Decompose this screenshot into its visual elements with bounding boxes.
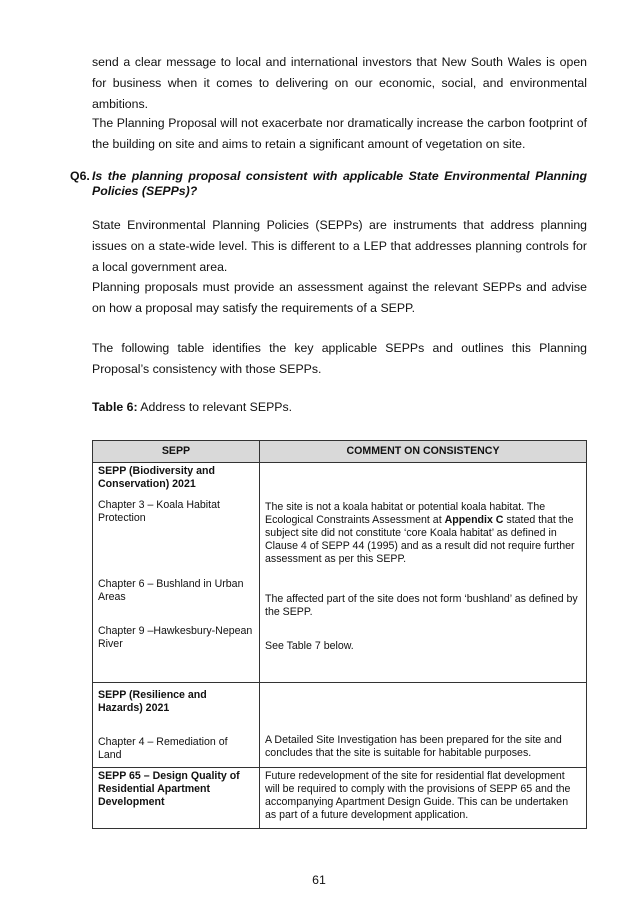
koala-comment-start: The site is not a koala habitat or potential koala habitat. The Ecological Constraints Assessment at <box>265 501 546 526</box>
table-header-row <box>93 441 587 463</box>
sepp65-title: SEPP 65 – Design Quality of Residential Apartment Development <box>98 770 240 808</box>
question-heading: Is the planning proposal consistent with applicable State Environmental Planning Policies (SEPPs)? <box>92 169 587 198</box>
remediation-comment: A Detailed Site Investigation has been prepared for the site and concludes that the site is suitable for habitable purposes. <box>265 734 562 759</box>
remediation-chapter: Chapter 4 – Remediation of Land <box>98 736 228 761</box>
resilience-sepp-cell <box>93 683 260 768</box>
koala-comment <box>260 463 586 568</box>
bushland-chapter: Chapter 6 – Bushland in Urban Areas <box>98 578 244 603</box>
table-caption <box>92 400 292 414</box>
body-paragraph-2: Planning proposals must provide an assessment against the relevant SEPPs and advise on how a proposal may satisfy the requirements of a SEPP. <box>92 280 587 315</box>
biodiversity-comment-cell <box>260 463 587 683</box>
koala-comment-end: stated that the subject site did not constitute ‘core Koala habitat’ as defined in Clause 4 of SEPP 44 (1995) and as a result did not require further assessment as per this SEPP. <box>265 514 575 565</box>
table-row <box>93 463 587 683</box>
hawkesbury-comment: See Table 7 below. <box>265 640 354 652</box>
intro-paragraph-1: send a clear message to local and international investors that New South Wales is open for business when it comes to delivering on our economic, social, and environmental ambitions. <box>92 55 587 111</box>
resilience-comment-cell <box>260 683 587 768</box>
resilience-title: SEPP (Resilience and Hazards) 2021 <box>98 689 207 714</box>
biodiversity-title: SEPP (Biodiversity and Conservation) 2021 <box>98 465 215 490</box>
koala-chapter: Chapter 3 – Koala Habitat Protection <box>98 499 220 524</box>
appendix-c-ref: Appendix C <box>444 514 504 526</box>
body-paragraph-1: State Environmental Planning Policies (SEPPs) are instruments that address planning issues on a state-wide level. This is different to a LEP that addresses planning controls for a local government area. <box>92 218 587 274</box>
page-number: 61 <box>312 873 326 887</box>
bushland-comment: The affected part of the site does not form ‘bushland’ as defined by the SEPP. <box>265 593 578 618</box>
table-caption-text: Address to relevant SEPPs. <box>137 400 293 414</box>
table-row <box>93 768 587 829</box>
header-comment: COMMENT ON CONSISTENCY <box>260 441 587 463</box>
sepp65-cell <box>93 768 260 829</box>
intro-paragraph-2: The Planning Proposal will not exacerbate nor dramatically increase the carbon footprint of the building on site and aims to retain a significant amount of vegetation on site. <box>92 116 587 151</box>
sepp65-comment-cell <box>260 768 587 829</box>
hawkesbury-chapter: Chapter 9 –Hawkesbury-Nepean River <box>98 625 253 650</box>
sepp-table <box>92 440 587 829</box>
biodiversity-sepp-cell <box>93 463 260 683</box>
question-label: Q6. <box>70 169 90 183</box>
table-caption-label: Table 6: <box>92 400 138 414</box>
table-row <box>93 683 587 768</box>
sepp65-comment: Future redevelopment of the site for residential flat development will be required to comply with the provisions of SEPP 65 and the accompanying Apartment Design Guide. This can be undertaken as part of a future development application. <box>265 770 571 821</box>
header-sepp: SEPP <box>93 441 260 463</box>
body-paragraph-3: The following table identifies the key applicable SEPPs and outlines this Planning Proposal’s consistency with those SEPPs. <box>92 341 587 376</box>
